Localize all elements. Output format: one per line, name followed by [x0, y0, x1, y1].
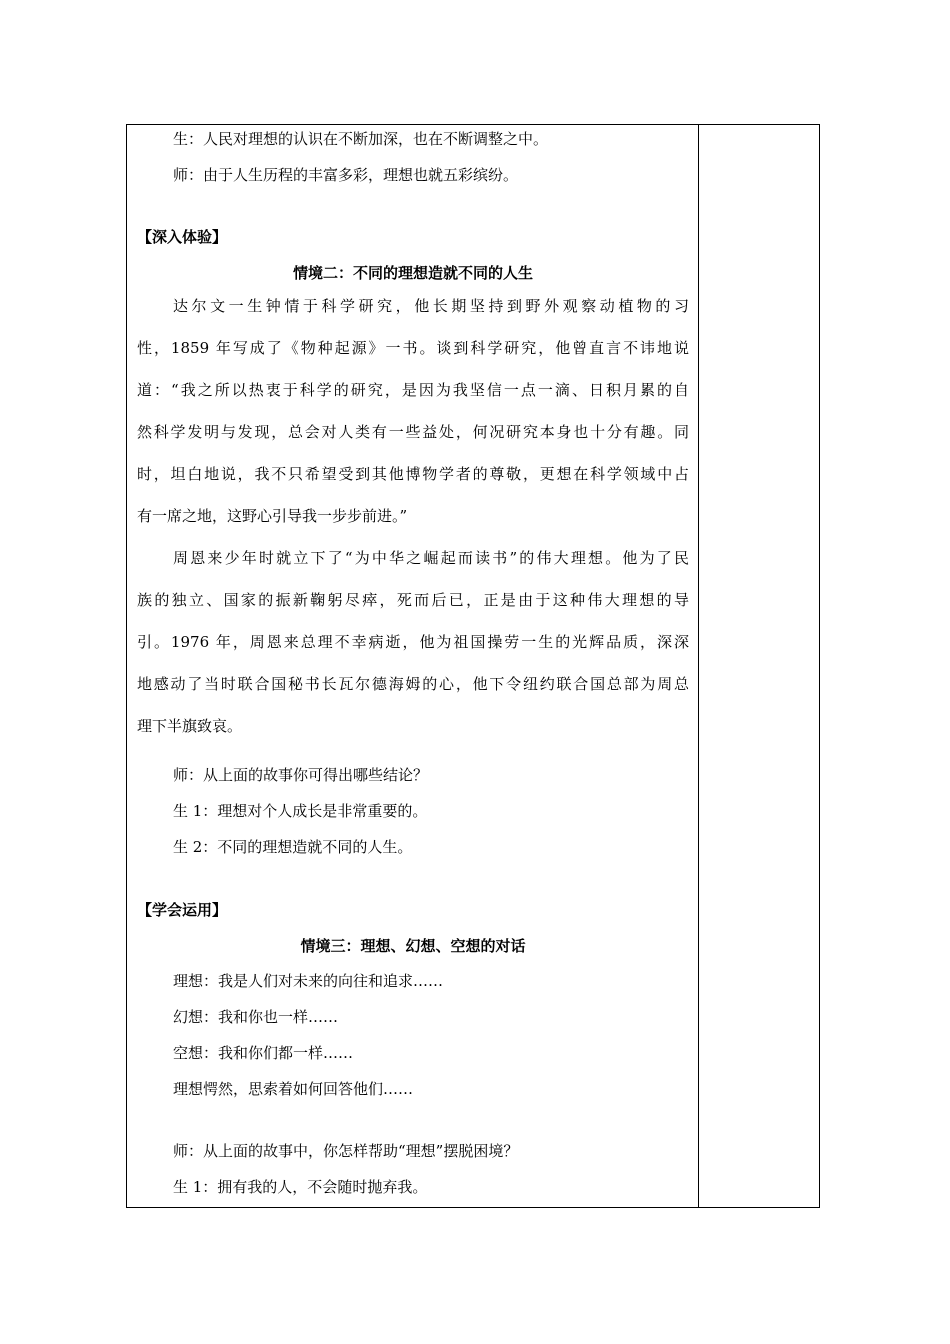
section-heading: 【学会运用】: [137, 901, 228, 919]
scenario-title: 情境二：不同的理想造就不同的人生: [292, 264, 533, 282]
dialogue-line: 生：人民对理想的认识在不断加深，也在不断调整之中。: [173, 130, 549, 148]
dialogue-line: 师：从上面的故事中，你怎样帮助“理想”摆脱困境？: [173, 1142, 519, 1160]
paragraph-line: 周恩来少年时就立下了“为中华之崛起而读书”的伟大理想。他为了民: [173, 549, 689, 567]
dialogue-line: 师：由于人生历程的丰富多彩，理想也就五彩缤纷。: [173, 166, 519, 184]
dialogue-line: 师：从上面的故事你可得出哪些结论？: [173, 766, 429, 784]
paragraph-line: 地感动了当时联合国秘书长瓦尔德海姆的心，他下令纽约联合国总部为周总: [137, 675, 689, 693]
dialogue-line: 理想：我是人们对未来的向往和追求……: [173, 972, 444, 990]
dialogue-line: 生 2：不同的理想造就不同的人生。: [173, 838, 413, 856]
scenario-title: 情境三：理想、幻想、空想的对话: [300, 937, 526, 955]
dialogue-line: 理想愕然，思索着如何回答他们……: [173, 1080, 414, 1098]
paragraph-line: 道：“我之所以热衷于科学的研究，是因为我坚信一点一滴、日积月累的自: [137, 381, 689, 399]
column-divider: [698, 125, 699, 1207]
lesson-table: [126, 124, 820, 1208]
paragraph-line: 达尔文一生钟情于科学研究，他长期坚持到野外观察动植物的习: [173, 297, 689, 315]
dialogue-line: 空想：我和你们都一样……: [173, 1044, 354, 1062]
dialogue-line: 生 1：理想对个人成长是非常重要的。: [173, 802, 428, 820]
dialogue-line: 生 1：拥有我的人，不会随时抛弃我。: [173, 1178, 428, 1196]
paragraph-line: 族的独立、国家的振新鞠躬尽瘁，死而后已，正是由于这种伟大理想的导: [137, 591, 689, 609]
paragraph-line: 有一席之地，这野心引导我一步步前进。”: [137, 507, 408, 525]
paragraph-line: 时，坦白地说，我不只希望受到其他博物学者的尊敬，更想在科学领域中占: [137, 465, 689, 483]
paragraph-line: 性，1859 年写成了《物种起源》一书。谈到科学研究，他曾直言不讳地说: [137, 339, 689, 357]
paragraph-line: 引。1976 年，周恩来总理不幸病逝，他为祖国操劳一生的光辉品质，深深: [137, 633, 689, 651]
dialogue-line: 幻想：我和你也一样……: [173, 1008, 339, 1026]
paragraph-line: 然科学发明与发现，总会对人类有一些益处，何况研究本身也十分有趣。同: [137, 423, 689, 441]
section-heading: 【深入体验】: [137, 228, 228, 246]
paragraph-line: 理下半旗致哀。: [137, 717, 243, 735]
